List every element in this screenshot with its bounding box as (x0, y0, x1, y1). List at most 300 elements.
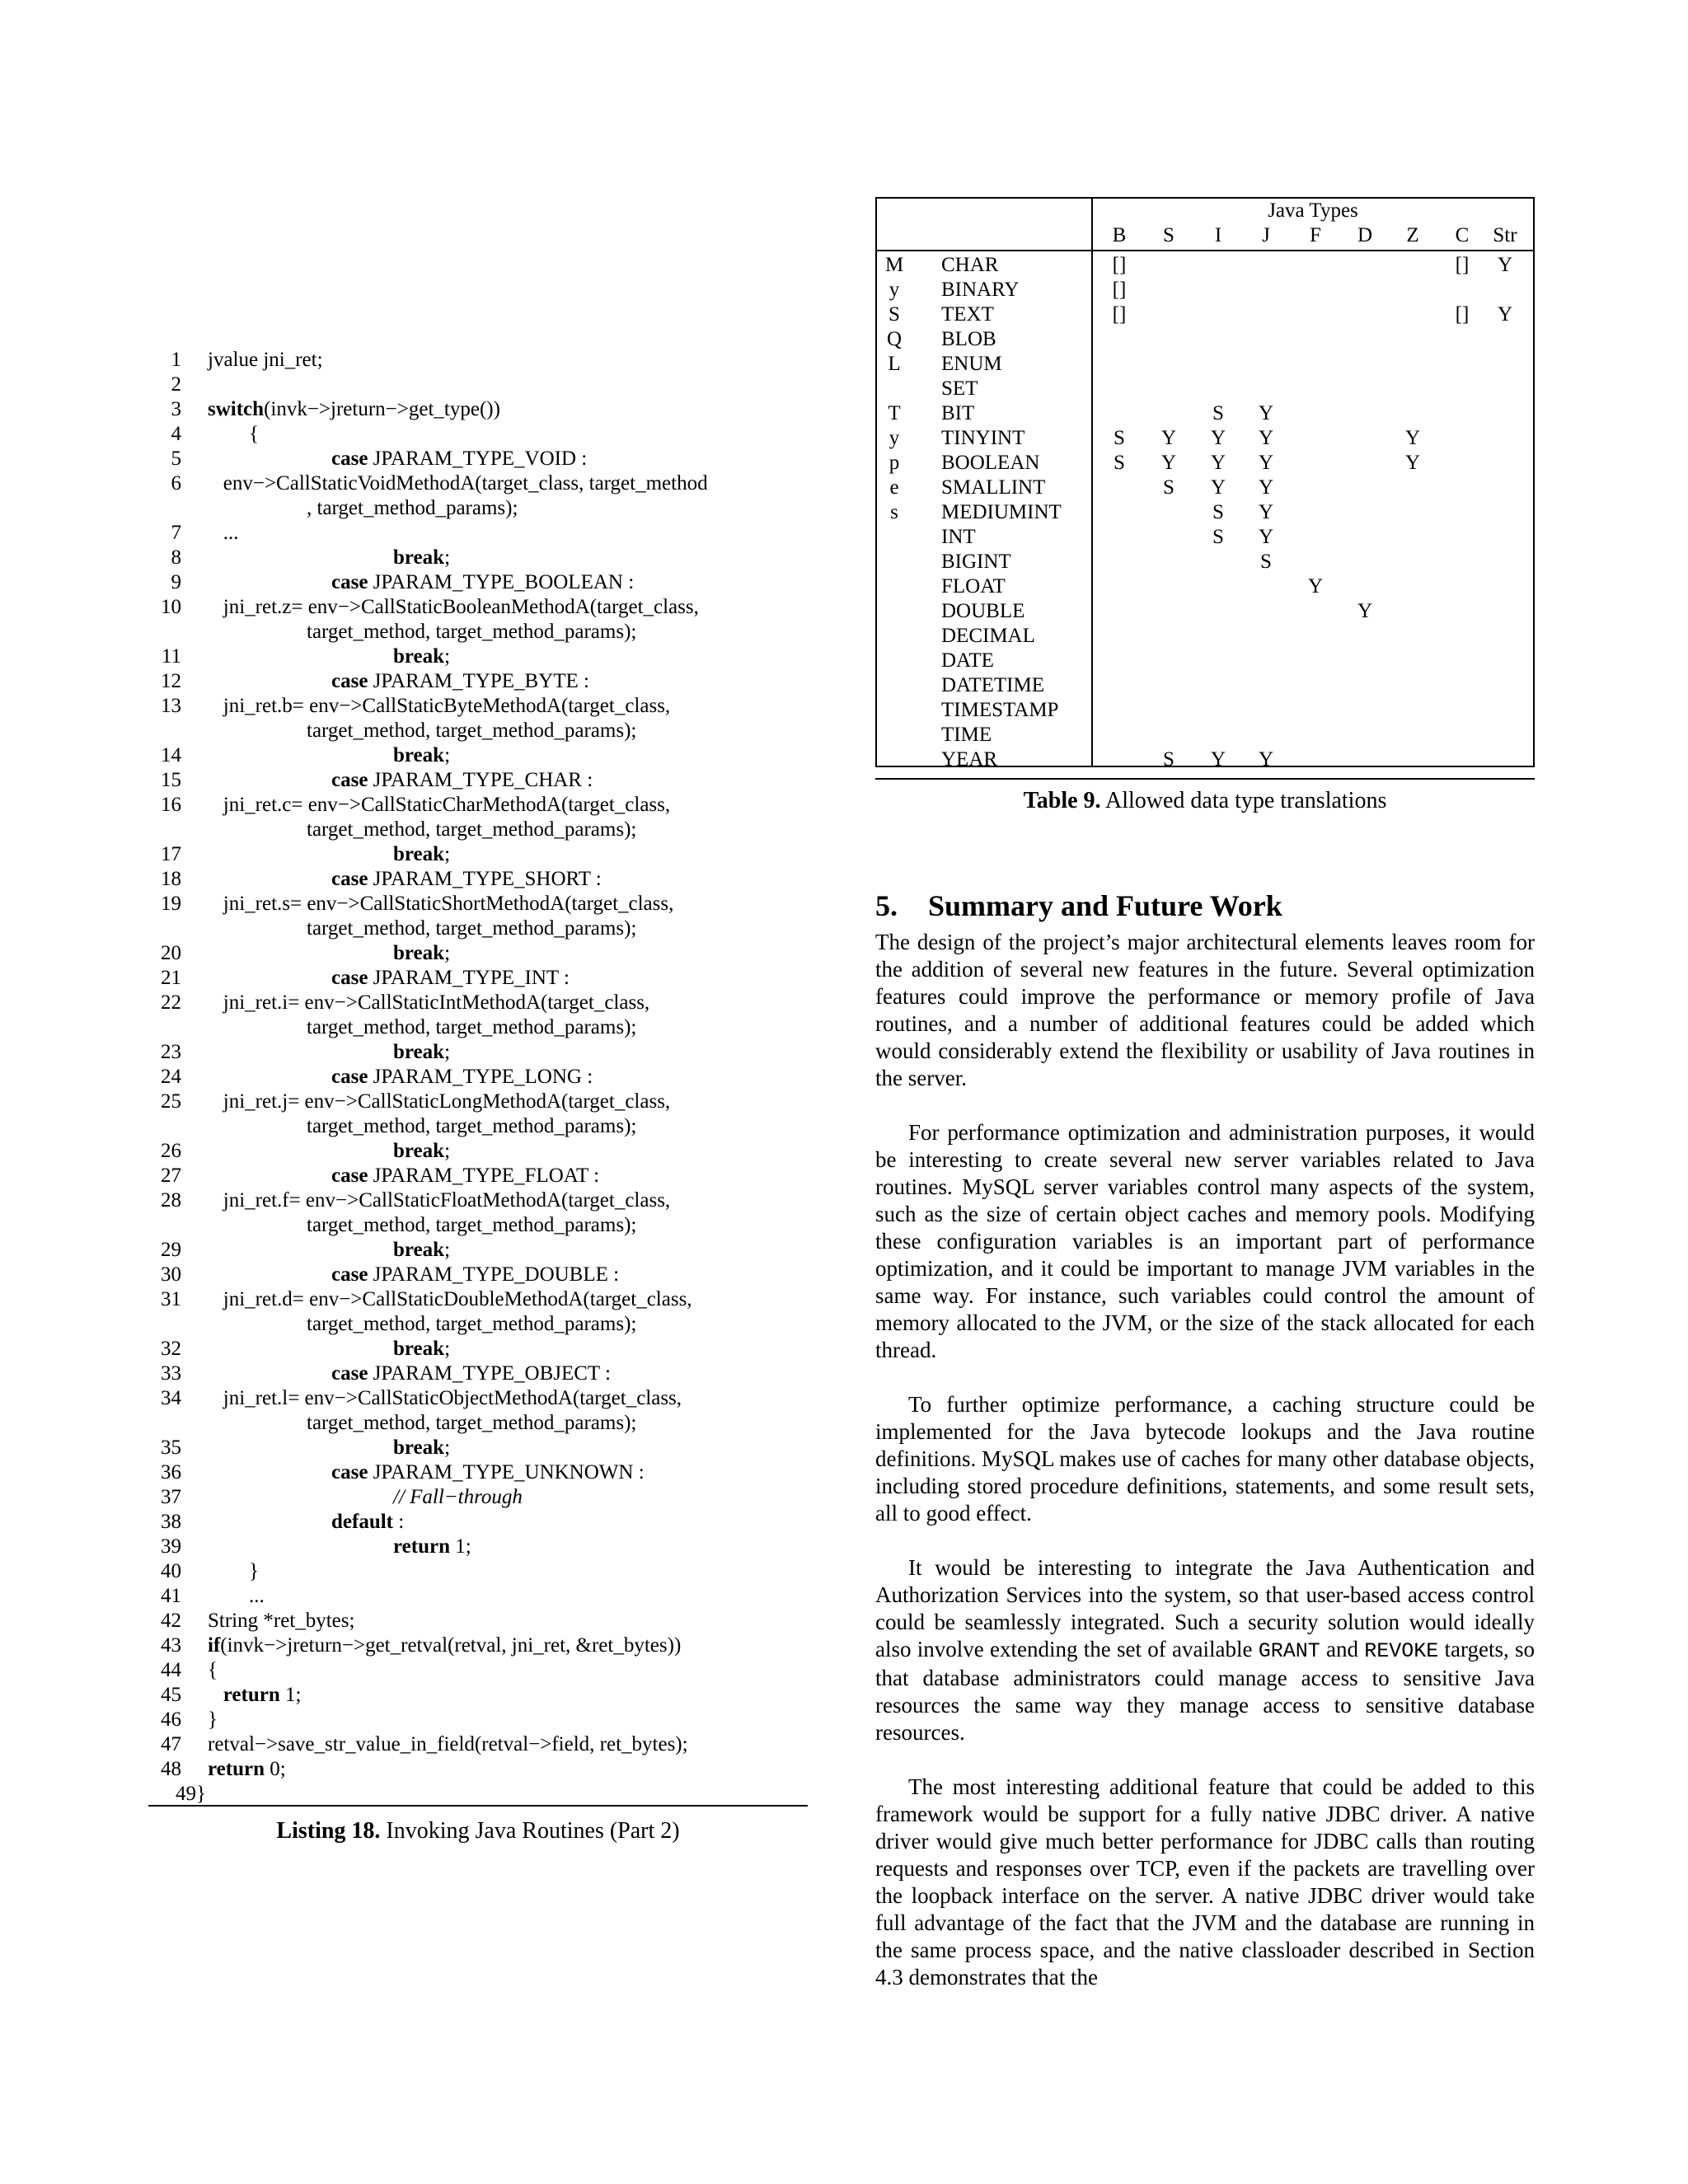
line-code (181, 1090, 808, 1114)
line-code (181, 1263, 808, 1287)
code-text: JPARAM_TYPE_LONG : (368, 1066, 593, 1088)
table-row (877, 500, 1533, 525)
line-code (181, 867, 808, 892)
code-line (148, 768, 808, 793)
line-code (181, 373, 808, 397)
code-keyword: case (331, 448, 368, 470)
table-cell: Y (1210, 748, 1226, 771)
section-number: 5. (875, 889, 898, 922)
line-code (181, 1139, 808, 1164)
table-cell: [] (1455, 254, 1470, 276)
indent (208, 843, 393, 865)
line-number: 19 (161, 893, 181, 915)
table-cell: Y (1404, 427, 1421, 449)
code-line-continuation (148, 620, 808, 644)
code-text: { (208, 1659, 218, 1681)
code-keyword: case (331, 1165, 368, 1187)
paragraph-3: To further optimize performance, a caching structure could be implemented for the Java bytecode lookups and the Java routine definitions. MySQL makes use of caches for many other database objects, including stored procedure definitions, statements, and some result sets, all to good effect. (875, 1392, 1535, 1526)
line-code (181, 1040, 808, 1065)
code-line (148, 1361, 808, 1386)
line-number: 43 (161, 1634, 181, 1657)
line-number: 10 (161, 596, 181, 618)
table-span-title: Java Types (1268, 199, 1358, 222)
code-keyword: case (331, 1461, 368, 1483)
line-code (181, 1732, 808, 1757)
line-code (181, 1337, 808, 1361)
column-header: D (1357, 224, 1373, 246)
line-code (181, 768, 808, 793)
side-label-letter: y (889, 279, 900, 301)
table-cell: [] (1112, 254, 1127, 276)
line-number: 48 (161, 1758, 181, 1780)
code-line (148, 595, 808, 620)
code-line (148, 1287, 808, 1312)
line-number: 33 (161, 1362, 181, 1385)
paragraph-4-part-b: and (1325, 1637, 1358, 1661)
code-keyword: case (331, 967, 368, 989)
code-line (148, 422, 808, 447)
code-line (148, 1040, 808, 1065)
code-text: ... (208, 522, 239, 544)
line-number: 40 (161, 1560, 181, 1582)
code-keyword: return (208, 1758, 265, 1780)
row-label: MEDIUMINT (941, 501, 1062, 523)
side-label-letter: S (889, 303, 900, 326)
column-header: Z (1406, 224, 1419, 246)
code-line-continuation (148, 916, 808, 941)
code-line (148, 966, 808, 991)
code-line (148, 1263, 808, 1287)
line-code (181, 595, 808, 620)
code-keyword: switch (208, 398, 265, 420)
code-text: 1; (279, 1684, 302, 1706)
table-caption-label: Table 9. (1023, 788, 1101, 813)
line-number: 12 (161, 670, 181, 692)
code-line (148, 941, 808, 966)
table-row (877, 451, 1533, 476)
code-line (148, 1485, 808, 1510)
code-text: { (208, 423, 259, 445)
side-label-letter: L (888, 353, 901, 375)
line-number: 27 (161, 1165, 181, 1187)
code-keyword: return (393, 1535, 450, 1558)
table-cell: S (1163, 476, 1175, 499)
line-number: 18 (161, 868, 181, 890)
line-number: 41 (161, 1585, 181, 1607)
column-header: F (1310, 224, 1321, 246)
line-code (181, 991, 808, 1015)
line-number: 47 (161, 1733, 181, 1755)
line-number: 30 (161, 1263, 181, 1286)
table-row (877, 352, 1533, 377)
code-line (148, 1065, 808, 1090)
line-code (181, 1361, 808, 1386)
line-number: 11 (161, 645, 181, 668)
table-cell: Y (1497, 303, 1513, 326)
code-continuation-text: , target_method_params); (307, 497, 518, 519)
table-cell: S (1212, 526, 1224, 548)
line-code (181, 1658, 808, 1683)
table-cell: Y (1258, 476, 1274, 499)
line-number: 34 (161, 1387, 181, 1409)
code-text: jni_ret.d= env−>CallStaticDoubleMethodA(target_class, (208, 1288, 692, 1310)
code-line (148, 1460, 808, 1485)
table-row (877, 673, 1533, 698)
code-text: } (208, 1560, 259, 1582)
code-text: retval−>save_str_value_in_field(retval−>field, ret_bytes); (208, 1733, 688, 1755)
code-text: JPARAM_TYPE_UNKNOWN : (368, 1461, 645, 1483)
code-line (148, 842, 808, 867)
code-line (148, 644, 808, 669)
table-cell: S (1212, 402, 1224, 424)
indent (208, 1263, 331, 1286)
line-code (181, 941, 808, 966)
code-line (148, 348, 808, 373)
code-line (148, 1708, 808, 1732)
code-text: String *ret_bytes; (208, 1610, 355, 1632)
line-code (181, 1485, 808, 1510)
line-number-blank (148, 1213, 181, 1238)
line-code (181, 793, 808, 818)
table-row (877, 327, 1533, 352)
table-cell: [] (1455, 303, 1470, 326)
code-text: ; (444, 546, 451, 569)
side-label-letter: s (890, 501, 898, 523)
line-number-blank (148, 916, 181, 941)
code-text: jni_ret.b= env−>CallStaticByteMethodA(target_class, (208, 695, 671, 717)
line-number: 44 (161, 1659, 181, 1681)
table-row (877, 426, 1533, 451)
line-number: 5 (171, 448, 181, 470)
code-text: } (196, 1783, 206, 1805)
code-line (148, 1188, 808, 1213)
code-keyword: break (393, 1239, 445, 1261)
code-text: jni_ret.i= env−>CallStaticIntMethodA(target_class, (208, 991, 650, 1014)
table-cell: S (1163, 748, 1175, 771)
indent (208, 645, 393, 668)
code-continuation-text: target_method, target_method_params); (307, 621, 637, 643)
table-cell: S (1114, 452, 1125, 474)
column-header: J (1262, 224, 1270, 246)
table-row (877, 253, 1533, 278)
line-code (181, 1460, 808, 1485)
section-body (875, 929, 1535, 2018)
code-line (148, 1337, 808, 1361)
code-line (148, 471, 808, 496)
code-keyword: case (331, 1066, 368, 1088)
listing-rule (148, 1805, 808, 1807)
table-cell: S (1260, 551, 1272, 573)
line-number-blank (148, 719, 181, 743)
line-code (181, 422, 808, 447)
table-cell: Y (1210, 476, 1226, 499)
code-text: JPARAM_TYPE_SHORT : (368, 868, 602, 890)
indent (208, 571, 331, 593)
table-cell: Y (1258, 501, 1274, 523)
indent (208, 942, 393, 964)
line-number: 31 (161, 1288, 181, 1310)
code-keyword: case (331, 868, 368, 890)
code-text: jni_ret.z= env−>CallStaticBooleanMethodA(target_class, (208, 596, 699, 618)
code-listing (148, 348, 808, 1807)
code-text: ; (444, 1338, 451, 1360)
row-label: SMALLINT (941, 476, 1046, 499)
line-number: 8 (171, 546, 181, 569)
code-keyword: return (223, 1684, 280, 1706)
table-cell: Y (1258, 427, 1274, 449)
table-cell: Y (1160, 427, 1177, 449)
indent (208, 1511, 331, 1533)
column-header: S (1163, 224, 1175, 246)
paragraph-4-part-a: It would be interesting to integrate the Java Authentication and Authorization Services into the system, so that user-based access control could be seamlessly integrated. Such a security solution would ideally also involve extending the set of available (875, 1555, 1535, 1661)
row-label: BLOB (941, 328, 996, 350)
code-keyword: case (331, 1263, 368, 1286)
code-text: ; (444, 843, 451, 865)
code-keyword: break (393, 1041, 445, 1063)
code-line-continuation (148, 1411, 808, 1436)
line-code (181, 570, 808, 595)
row-label: BIGINT (941, 551, 1011, 573)
line-number: 24 (161, 1066, 181, 1088)
code-keyword: case (331, 1362, 368, 1385)
code-keyword: case (331, 571, 368, 593)
code-text: (invk−>jreturn−>get_type()) (264, 398, 500, 420)
line-number: 28 (161, 1189, 181, 1212)
table-cell: [] (1112, 303, 1127, 326)
side-label-letter: Q (886, 328, 903, 350)
line-code (181, 1510, 808, 1535)
code-line (148, 1683, 808, 1708)
code-comment: // Fall−through (393, 1486, 523, 1508)
row-label: TEXT (941, 303, 994, 326)
line-code (181, 521, 808, 546)
indent (208, 1362, 331, 1385)
code-text: JPARAM_TYPE_FLOAT : (368, 1165, 600, 1187)
table-cell: Y (1307, 575, 1324, 598)
code-continuation-text: target_method, target_method_params); (307, 1214, 637, 1236)
table-caption-text: Allowed data type translations (1105, 788, 1387, 813)
table-caption (875, 788, 1535, 814)
line-number: 37 (161, 1486, 181, 1508)
line-code (181, 348, 808, 373)
line-number: 45 (161, 1684, 181, 1706)
paragraph-5: The most interesting additional feature that could be added to this framework would be support for a fully native JDBC driver. A native driver would give much better performance for JDBC calls than routing requests and responses over TCP, even if the packets are travelling over the loopback interface on the server. A native JDBC driver would take full advantage of the fact that the JVM and the database are running in the same process space, and the native classloader described in Section 4.3 demonstrates that the (875, 1774, 1535, 1990)
code-line (148, 743, 808, 768)
code-line-continuation (148, 1213, 808, 1238)
code-line (148, 447, 808, 471)
table-cell: Y (1404, 452, 1421, 474)
paragraph-4 (875, 1554, 1535, 1746)
table-cell: Y (1258, 402, 1274, 424)
table-row (877, 377, 1533, 401)
row-label: DECIMAL (941, 625, 1035, 647)
line-number: 17 (161, 843, 181, 865)
row-label: BOOLEAN (941, 452, 1040, 474)
code-line (148, 1658, 808, 1683)
indent (208, 1486, 393, 1508)
line-number: 20 (161, 942, 181, 964)
code-keyword: break (393, 645, 445, 668)
code-text: ; (444, 1436, 451, 1459)
code-line (148, 892, 808, 916)
code-keyword: case (331, 670, 368, 692)
code-line (148, 1386, 808, 1411)
code-text: ; (444, 1239, 451, 1261)
code-line (148, 1609, 808, 1633)
side-label-letter: y (889, 427, 900, 449)
code-text: jvalue jni_ret; (208, 349, 323, 371)
code-line (148, 570, 808, 595)
line-code (181, 1584, 808, 1609)
row-label: TIMESTAMP (941, 699, 1059, 721)
line-code (181, 669, 808, 694)
row-label: DATETIME (941, 674, 1044, 696)
line-number: 42 (161, 1610, 181, 1632)
code-text: ; (444, 1140, 451, 1162)
code-line-continuation (148, 818, 808, 842)
code-line-continuation (148, 1015, 808, 1040)
side-label-letter: e (889, 476, 899, 499)
code-line (148, 373, 808, 397)
line-number: 29 (161, 1239, 181, 1261)
grant-keyword: GRANT (1258, 1639, 1320, 1663)
indent (208, 1535, 393, 1558)
code-text: jni_ret.c= env−>CallStaticCharMethodA(target_class, (208, 794, 671, 816)
indent (208, 1041, 393, 1063)
code-text: ; (444, 645, 451, 668)
table-cell: Y (1497, 254, 1513, 276)
section-heading (875, 888, 1282, 923)
indent (208, 1239, 393, 1261)
row-label: TIME (941, 724, 992, 746)
table-row (877, 599, 1533, 624)
code-line (148, 1535, 808, 1559)
line-code (181, 1386, 808, 1411)
code-line (148, 1090, 808, 1114)
column-header: I (1214, 224, 1222, 246)
line-code (181, 1164, 808, 1188)
line-code (181, 1287, 808, 1312)
code-keyword: break (393, 1436, 445, 1459)
table-cell: Y (1258, 452, 1274, 474)
code-text: env−>CallStaticVoidMethodA(target_class, target_method (208, 472, 708, 494)
indent (208, 744, 393, 766)
table-cell: Y (1357, 600, 1373, 622)
indent (208, 769, 331, 791)
code-keyword: break (393, 1338, 445, 1360)
code-continuation-text: target_method, target_method_params); (307, 1115, 637, 1137)
line-number: 14 (161, 744, 181, 766)
line-number: 6 (171, 472, 181, 494)
table-cell: Y (1258, 748, 1274, 771)
line-number-blank (148, 1015, 181, 1040)
code-line (148, 694, 808, 719)
line-number: 22 (161, 991, 181, 1014)
code-text: ; (444, 744, 451, 766)
line-code (181, 743, 808, 768)
table-row (877, 550, 1533, 574)
line-number: 7 (171, 522, 181, 544)
table-row (877, 476, 1533, 500)
line-code (181, 1436, 808, 1460)
row-label: SET (941, 377, 978, 400)
line-code (181, 397, 808, 422)
indent (208, 1140, 393, 1162)
table-header-divider (877, 250, 1533, 251)
row-label: INT (941, 526, 976, 548)
listing-caption (148, 1818, 808, 1844)
code-line (148, 397, 808, 422)
line-number-blank (148, 496, 181, 521)
line-code (181, 842, 808, 867)
indent (208, 1436, 393, 1459)
line-code (181, 1559, 808, 1584)
row-label: YEAR (941, 748, 998, 771)
code-text: 0; (264, 1758, 286, 1780)
line-number: 9 (171, 571, 181, 593)
table-row (877, 624, 1533, 649)
line-number: 36 (161, 1461, 181, 1483)
line-number: 39 (161, 1535, 181, 1558)
code-text: jni_ret.f= env−>CallStaticFloatMethodA(target_class, (208, 1189, 671, 1212)
code-line (148, 867, 808, 892)
line-number: 32 (161, 1338, 181, 1360)
line-number: 4 (171, 423, 181, 445)
row-label: DATE (941, 649, 994, 672)
side-label-letter: T (888, 402, 901, 424)
revoke-keyword: REVOKE (1364, 1639, 1439, 1663)
line-number: 13 (161, 695, 181, 717)
code-keyword: break (393, 843, 445, 865)
table-cell: S (1212, 501, 1224, 523)
row-label: BIT (941, 402, 975, 424)
code-continuation-text: target_method, target_method_params); (307, 1016, 637, 1038)
table-bottom-rule (875, 778, 1535, 780)
line-code (181, 892, 808, 916)
indent (208, 1684, 223, 1706)
type-translation-table (875, 197, 1535, 771)
code-continuation-text: target_method, target_method_params); (307, 1313, 637, 1335)
line-code (181, 1238, 808, 1263)
listing-caption-label: Listing 18. (276, 1818, 381, 1844)
code-line-continuation (148, 1312, 808, 1337)
line-number-blank (148, 620, 181, 644)
line-code (181, 471, 808, 496)
code-continuation-text: target_method, target_method_params); (307, 1412, 637, 1434)
code-line-continuation (148, 719, 808, 743)
code-line (148, 521, 808, 546)
code-text: jni_ret.s= env−>CallStaticShortMethodA(target_class, (208, 893, 674, 915)
indent (208, 1165, 331, 1187)
column-header: B (1112, 224, 1127, 246)
table-column-headers (1093, 223, 1533, 248)
code-text: JPARAM_TYPE_CHAR : (368, 769, 593, 791)
line-code (181, 1757, 808, 1782)
table-cell: S (1114, 427, 1125, 449)
line-code (181, 1065, 808, 1090)
code-text: jni_ret.j= env−>CallStaticLongMethodA(target_class, (208, 1090, 671, 1113)
line-number-blank (148, 1411, 181, 1436)
code-keyword: default (331, 1511, 393, 1533)
line-number-blank (148, 1114, 181, 1139)
paragraph-4-part-c: targets, so that database administrators could manage access to sensitive Java resources the same way they manage access to sensitive database resources. (875, 1637, 1536, 1745)
row-label: ENUM (941, 353, 1002, 375)
code-continuation-text: target_method, target_method_params); (307, 818, 637, 841)
code-text: JPARAM_TYPE_INT : (368, 967, 570, 989)
table-row (877, 302, 1533, 327)
line-number: 26 (161, 1140, 181, 1162)
line-code (181, 1633, 808, 1658)
